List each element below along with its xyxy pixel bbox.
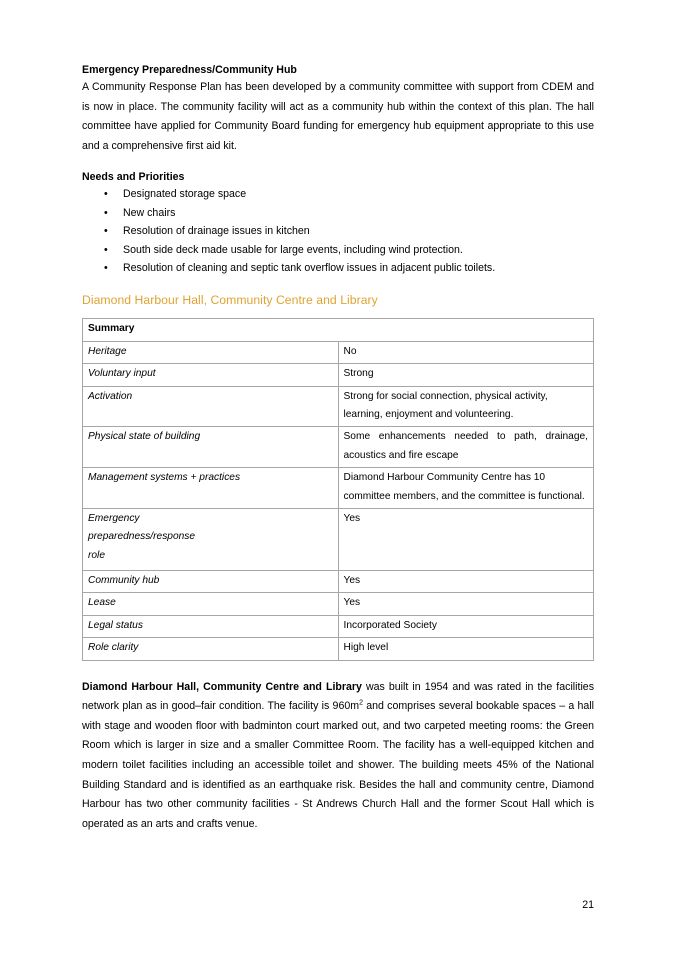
table-cell-value: Diamond Harbour Community Centre has 10 committee members, and the committee is functional. [338, 468, 594, 509]
list-item-label: Resolution of drainage issues in kitchen [123, 225, 310, 238]
page-content [82, 62, 594, 834]
table-cell-label-line: practices [199, 472, 241, 484]
table-row [83, 341, 594, 363]
needs-and-priorities-heading: Needs and Priorities [82, 171, 185, 184]
table-cell-value: Yes [338, 509, 594, 571]
table-cell-label: Physical state of building [83, 427, 339, 468]
table-cell-value: Yes [338, 571, 594, 593]
table-cell-label-line: Management systems + [88, 472, 197, 484]
table-row [83, 427, 594, 468]
table-row [83, 593, 594, 615]
facility-description-lead: Diamond Harbour Hall, Community Centre and Library [82, 680, 362, 693]
needs-and-priorities-section [82, 169, 594, 277]
table-cell-value: Some enhancements needed to path, drainage, acoustics and fire escape [338, 427, 594, 468]
list-item [82, 185, 594, 203]
table-cell-label-line: preparedness/response [88, 531, 196, 543]
table-cell-label: Voluntary input [83, 364, 339, 386]
facility-description-part2: and comprises several bookable spaces – a hall with stage and wooden floor with badminton court marked out, and two carpeted meeting rooms: the Green Room which is larger in size and a smaller Committee Room. The facility has a well-equipped kitchen and modern toilet facilities including an accessible toilet and shower. The building meets 45% of the National Building Standard and is identified as an earthquake risk. Besides the hall and community centre, Diamond Harbour has two other community facilities - St Andrews Church Hall and the former Scout Hall which is operated as an arts and crafts venue. [82, 700, 594, 830]
list-item-label: Resolution of cleaning and septic tank overflow issues in adjacent public toilets. [123, 262, 496, 274]
facility-section-heading: Diamond Harbour Hall, Community Centre and Library [82, 293, 378, 308]
bullet-icon: • [104, 206, 108, 219]
list-item-label: Designated storage space [123, 188, 247, 201]
table-cell-value: Yes [338, 593, 594, 615]
table-cell-label: Lease [83, 593, 339, 615]
emergency-preparedness-heading: Emergency Preparedness/Community Hub [82, 64, 297, 76]
table-cell-label [83, 468, 339, 509]
facility-description-paragraph [82, 678, 594, 835]
table-row [83, 615, 594, 637]
table-cell-label: Role clarity [83, 638, 339, 660]
bullet-icon: • [104, 262, 108, 274]
table-cell-label: Activation [83, 386, 339, 427]
table-row [83, 509, 594, 571]
table-cell-label-line: Emergency [88, 513, 140, 525]
table-cell-label: Legal status [83, 615, 339, 637]
emergency-preparedness-paragraph: A Community Response Plan has been developed by a community committee with support from CDEM and is now in place. The community facility will act as a community hub within the context of this plan. The hall committee have applied for Community Board funding for emergency hub equipment appropriate to this use and a comprehensive first aid kit. [82, 81, 594, 152]
table-header-summary: Summary [83, 319, 594, 341]
bullet-icon: • [104, 225, 108, 238]
spacer [82, 309, 594, 318]
table-row [83, 571, 594, 593]
table-row [83, 319, 594, 341]
spacer [82, 277, 594, 291]
facility-description-part1: was built in 1954 and was rated in the facilities network plan as in good–fair condition. The facility is 960m [82, 680, 594, 713]
table-cell-value: Strong for social connection, physical activity, learning, enjoyment and volunteering. [338, 386, 594, 427]
page-number: 21 [582, 899, 594, 911]
spacer [82, 661, 594, 678]
bullet-icon: • [104, 243, 108, 256]
facility-summary-table [82, 318, 594, 660]
table-cell-value: Strong [338, 364, 594, 386]
list-item [82, 222, 594, 240]
table-cell-value: No [338, 341, 594, 363]
list-item [82, 204, 594, 222]
spacer [82, 156, 594, 169]
table-row [83, 364, 594, 386]
table-cell-value: High level [338, 638, 594, 660]
table-cell-value: Incorporated Society [338, 615, 594, 637]
list-item [82, 259, 594, 277]
bullet-icon: • [104, 188, 108, 201]
table-cell-label: Community hub [83, 571, 339, 593]
table-row [83, 638, 594, 660]
emergency-preparedness-section [82, 62, 594, 156]
list-item-label: New chairs [123, 206, 176, 219]
list-item-label: South side deck made usable for large events, including wind protection. [123, 243, 463, 256]
table-cell-label: Heritage [83, 341, 339, 363]
table-cell-label-line: role [88, 549, 105, 561]
table-row [83, 468, 594, 509]
list-item [82, 241, 594, 259]
facility-description-superscript: 2 [359, 699, 363, 707]
needs-list [82, 185, 594, 277]
table-cell-label [83, 509, 339, 571]
table-row [83, 386, 594, 427]
